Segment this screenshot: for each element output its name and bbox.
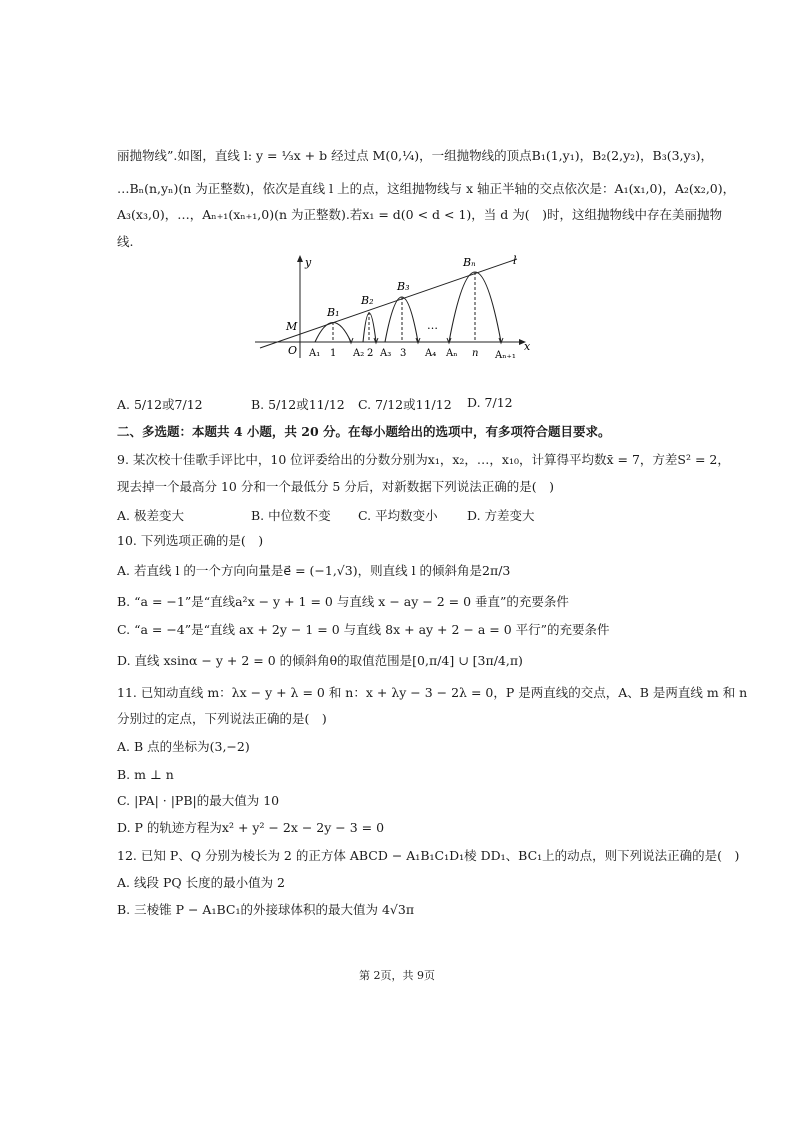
label-t2: 2 xyxy=(367,348,374,359)
q11-option-c: C. |PA| · |PB|的最大值为 10 xyxy=(117,793,280,808)
label-t1: 1 xyxy=(330,348,337,359)
parabola-diagram xyxy=(255,252,545,364)
q9-line-1: 9. 某次校十佳歌手评比中，10 位评委给出的分数分别为x₁，x₂，…，x₁₀，计算得平均数x̄ = 7，方差S² = 2， xyxy=(117,452,730,467)
label-l: l xyxy=(513,254,517,267)
label-O: O xyxy=(288,344,298,357)
section-2-heading: 二、多选题：本题共 4 小题，共 20 分。在每小题给出的选项中，有多项符合题目要求。 xyxy=(117,424,611,439)
label-B1: B₁ xyxy=(327,306,340,319)
label-An: Aₙ xyxy=(446,348,458,359)
q8-line-1: 丽抛物线”.如图，直线 l: y = ⅓x + b 经过点 M(0,¼)，一组抛物线的顶点B₁(1,y₁)，B₂(2,y₂)，B₃(3,y₃)， xyxy=(117,148,713,163)
q11-line-1: 11. 已知动直线 m：λx − y + λ = 0 和 n：x + λy − 3 − 2λ = 0，P 是两直线的交点，A、B 是两直线 m 和 n xyxy=(117,685,748,700)
label-Bn: Bₙ xyxy=(463,256,476,269)
label-A3: A₃ xyxy=(380,348,392,359)
q9-option-c: C. 平均数变小 xyxy=(358,508,438,523)
label-dots: … xyxy=(427,319,438,332)
q10-option-d: D. 直线 xsinα − y + 2 = 0 的倾斜角θ的取值范围是[0,π/4] ∪ [3π/4,π) xyxy=(117,653,523,668)
label-x: x xyxy=(524,340,531,353)
label-A2: A₂ xyxy=(353,348,365,359)
q9-option-d: D. 方差变大 xyxy=(467,508,535,523)
label-tn: n xyxy=(472,348,479,359)
page-footer: 第 2页，共 9页 xyxy=(359,969,435,982)
label-B2: B₂ xyxy=(361,294,374,307)
q11-line-2: 分别过的定点，下列说法正确的是( ) xyxy=(117,711,327,726)
label-B3: B₃ xyxy=(397,280,410,293)
q10-option-b: B. “a = −1”是“直线a²x − y + 1 = 0 与直线 x − ay − 2 = 0 垂直”的充要条件 xyxy=(117,594,569,609)
label-A1: A₁ xyxy=(309,348,321,359)
q8-option-c: C. 7/12或11/12 xyxy=(358,397,452,412)
q12-option-b: B. 三棱锥 P − A₁BC₁的外接球体积的最大值为 4√3π xyxy=(117,902,415,917)
label-A4: A₄ xyxy=(425,348,437,359)
q10-option-a: A. 若直线 l 的一个方向向量是e⃗ = (−1,√3)，则直线 l 的倾斜角是2π/3 xyxy=(117,563,511,578)
q11-option-d: D. P 的轨迹方程为x² + y² − 2x − 2y − 3 = 0 xyxy=(117,820,385,835)
q11-option-a: A. B 点的坐标为(3,−2) xyxy=(117,739,250,754)
q9-line-2: 现去掉一个最高分 10 分和一个最低分 5 分后，对新数据下列说法正确的是( ) xyxy=(117,479,555,494)
q8-line-4: 线. xyxy=(117,234,134,249)
label-t3: 3 xyxy=(400,348,407,359)
q8-option-d: D. 7/12 xyxy=(467,395,513,410)
q12-option-a: A. 线段 PQ 长度的最小值为 2 xyxy=(117,875,286,890)
label-y: y xyxy=(305,256,312,269)
q8-option-a: A. 5/12或7/12 xyxy=(117,397,203,412)
q11-option-b: B. m ⊥ n xyxy=(117,767,174,782)
line-l xyxy=(260,259,517,348)
q8-line-2: …Bₙ(n,yₙ)(n 为正整数)，依次是直线 l 上的点，这组抛物线与 x 轴正半轴的交点依次是：A₁(x₁,0)，A₂(x₂,0)， xyxy=(117,181,736,196)
parabola-figure xyxy=(255,252,545,364)
q9-option-a: A. 极差变大 xyxy=(117,508,184,523)
q9-option-b: B. 中位数不变 xyxy=(251,508,331,523)
q10-option-c: C. “a = −4”是“直线 ax + 2y − 1 = 0 与直线 8x + ay + 2 − a = 0 平行”的充要条件 xyxy=(117,622,610,637)
q8-option-b: B. 5/12或11/12 xyxy=(251,397,345,412)
q12-stem: 12. 已知 P、Q 分别为棱长为 2 的正方体 ABCD − A₁B₁C₁D₁棱 DD₁、BC₁上的动点，则下列说法正确的是( ) xyxy=(117,848,740,863)
q8-line-3: A₃(x₃,0)，…，Aₙ₊₁(xₙ₊₁,0)(n 为正整数).若x₁ = d(0 < d < 1)，当 d 为( )时，这组抛物线中存在美丽抛物 xyxy=(117,207,723,222)
q10-stem: 10. 下列选项正确的是( ) xyxy=(117,533,264,548)
label-M: M xyxy=(286,320,298,333)
label-An1: Aₙ₊₁ xyxy=(495,350,516,361)
